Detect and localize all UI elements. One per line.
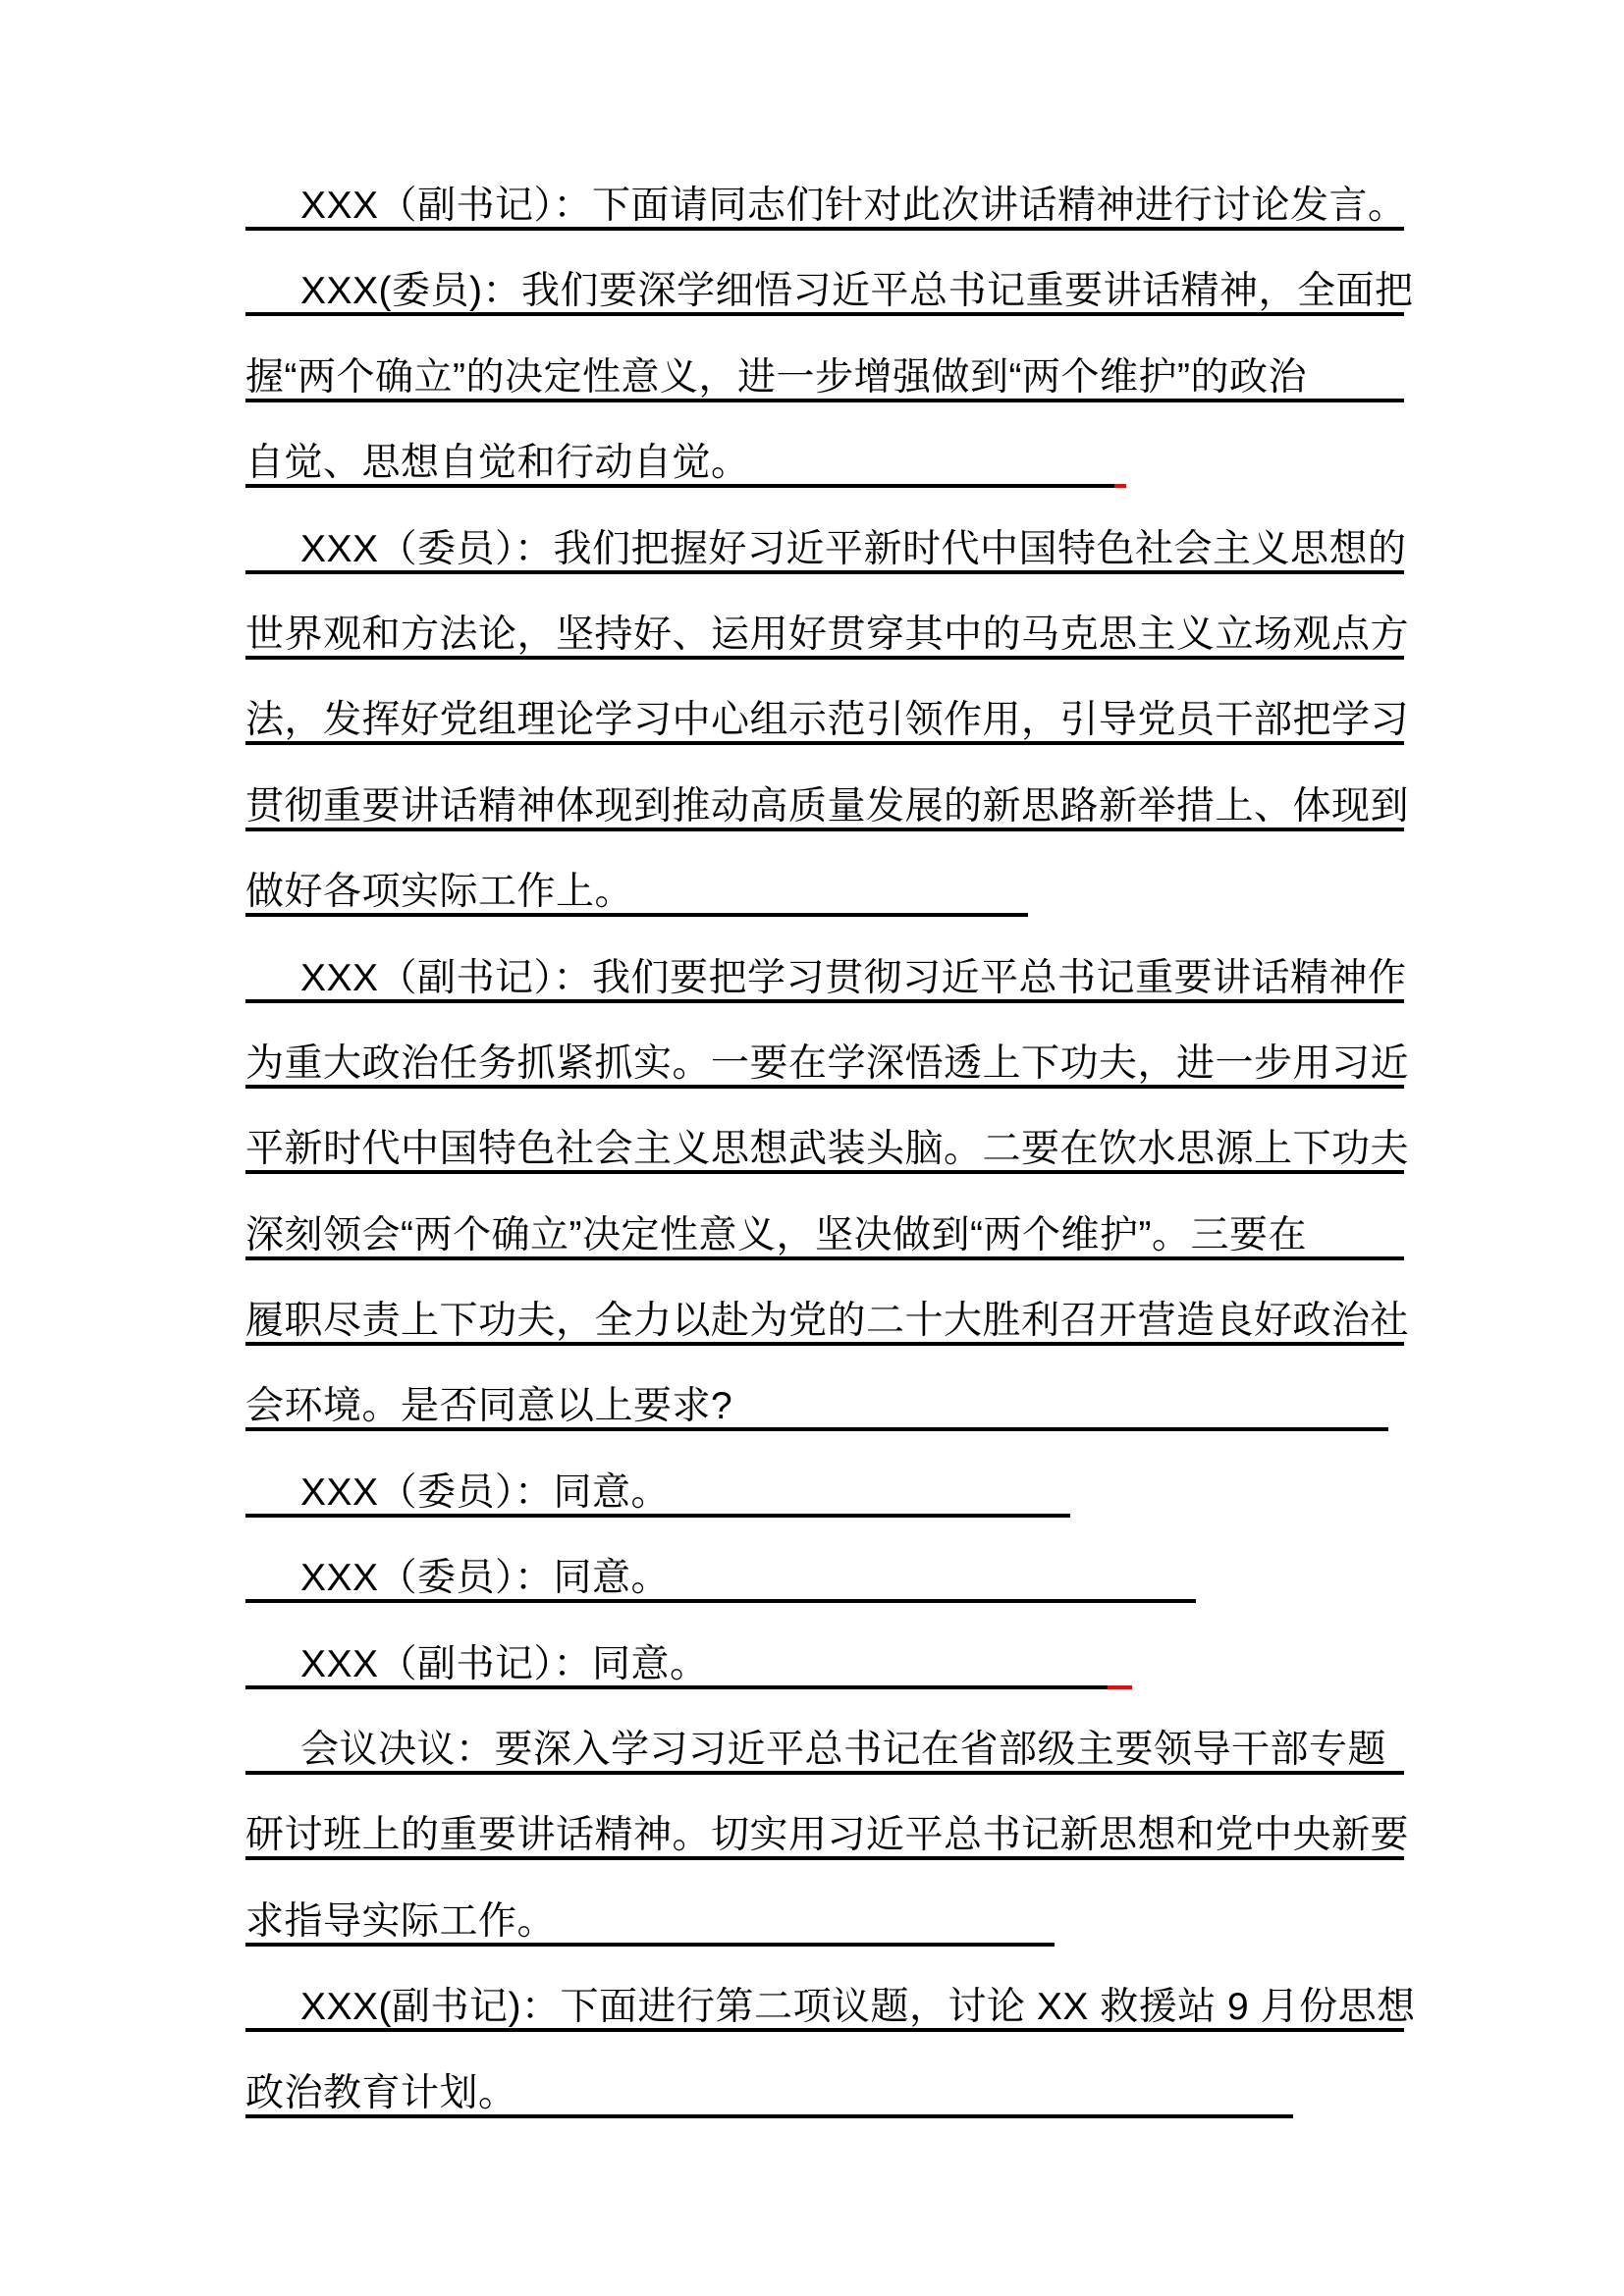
text-line-content: 世界观和方法论，坚持好、运用好贯穿其中的马克思主义立场观点方 (245, 613, 1410, 656)
revision-red-mark (1114, 484, 1126, 488)
text-line (245, 437, 1404, 522)
text-line-content: 求指导实际工作。 (245, 1899, 557, 1943)
text-line-content: XXX(委员)：我们要深学细悟习近平总书记重要讲话精神，全面把 (300, 270, 1414, 313)
text-line-content: 政治教育计划。 (245, 2071, 517, 2114)
text-line-content: 法，发挥好党组理论学习中心组示范引领作用，引导党员干部把学习 (245, 699, 1410, 742)
text-line (245, 1209, 1404, 1295)
revision-red-mark (1108, 1685, 1132, 1689)
text-line (245, 780, 1410, 866)
text-line-content: XXX（委员）：同意。 (300, 1470, 671, 1514)
text-line-content: 会议决议：要深入学习习近平总书记在省部级主要领导干部专题 (300, 1729, 1387, 1772)
text-line (245, 2067, 1404, 2153)
text-line-content: 研讨班上的重要讲话精神。切实用习近平总书记新思想和党中央新要 (245, 1814, 1410, 1857)
text-line-content: XXX（副书记）：我们要把学习贯彻习近平总书记重要讲话精神作 (300, 956, 1407, 999)
text-line (245, 952, 1407, 1038)
text-line (245, 1038, 1410, 1123)
text-line (245, 180, 1407, 265)
document-body (245, 180, 1416, 2153)
text-line (245, 1638, 1404, 1724)
text-line (245, 351, 1404, 437)
text-line (245, 1380, 1404, 1466)
text-line (245, 1123, 1410, 1208)
text-line (245, 1809, 1410, 1895)
text-line-content: 自觉、思想自觉和行动自觉。 (245, 442, 750, 485)
text-line (245, 694, 1410, 779)
text-line-content: 深刻领会“两个确立”决定性意义，坚决做到“两个维护”。三要在 (245, 1213, 1307, 1256)
text-line-content: 平新时代中国特色社会主义思想武装头脑。二要在饮水思源上下功夫 (245, 1128, 1410, 1171)
text-line (245, 1981, 1416, 2066)
text-line (245, 1896, 1404, 1981)
text-line-content: 为重大政治任务抓紧抓实。一要在学深悟透上下功夫，进一步用习近 (245, 1041, 1410, 1085)
text-line-content: 握“两个确立”的决定性意义，进一步增强做到“两个维护”的政治 (245, 355, 1307, 399)
text-line-content: XXX（副书记）：下面请同志们针对此次讲话精神进行讨论发言。 (300, 185, 1407, 227)
text-line-content: 会环境。是否同意以上要求? (245, 1385, 733, 1428)
text-line-content: XXX(副书记)：下面进行第二项议题，讨论 XX 救援站 9 月份思想 (300, 1986, 1416, 2029)
text-line (245, 1552, 1404, 1637)
text-line (245, 1724, 1404, 1809)
text-line (245, 866, 1404, 951)
text-line (245, 1467, 1404, 1552)
text-line (245, 1295, 1410, 1380)
text-line (245, 265, 1414, 350)
text-line (245, 609, 1410, 694)
text-line-content: XXX（委员）：我们把握好习近平新时代中国特色社会主义思想的 (300, 527, 1407, 570)
text-line-content: XXX（副书记）：同意。 (300, 1642, 709, 1685)
text-line (245, 523, 1407, 609)
text-line-content: 履职尽责上下功夫，全力以赴为党的二十大胜利召开营造良好政治社 (245, 1300, 1410, 1343)
text-line-content: 贯彻重要讲话精神体现到推动高质量发展的新思路新举措上、体现到 (245, 784, 1410, 828)
text-line-content: XXX（委员）：同意。 (300, 1557, 671, 1600)
text-line-content: 做好各项实际工作上。 (245, 871, 634, 914)
